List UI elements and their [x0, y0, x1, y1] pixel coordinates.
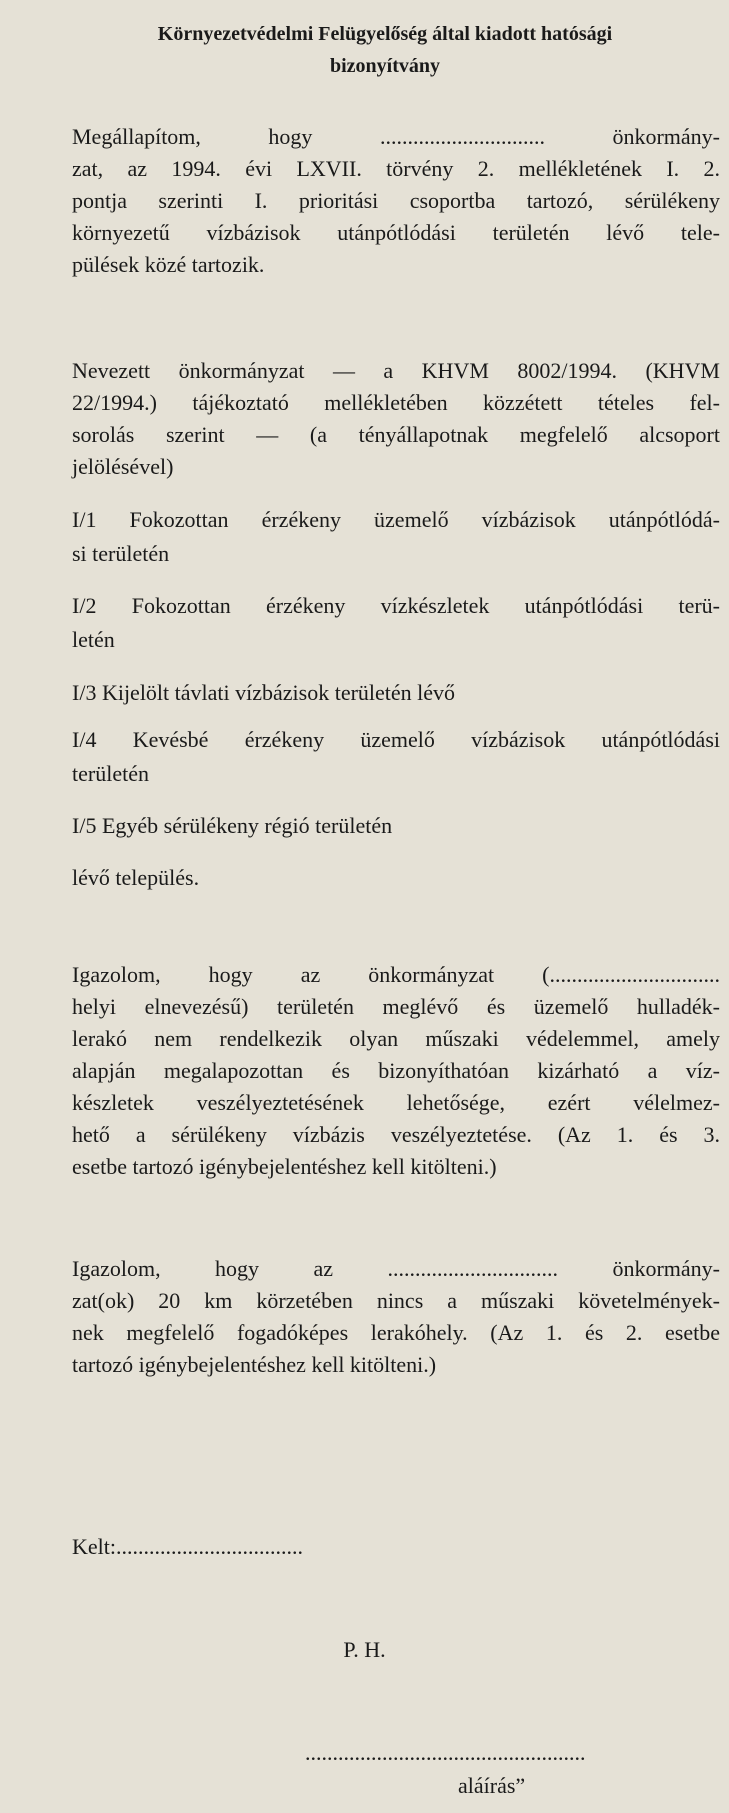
text-line: pülések közé tartozik. — [72, 252, 265, 277]
paragraph-landfill-certification — [72, 959, 720, 1183]
text-line: 22/1994.) tájékoztató mellékletében közzétett tételes fel- — [72, 390, 720, 415]
text-line: sorolás szerint — (a tényállapotnak megfelelő alcsoport — [72, 422, 720, 447]
text-line: esetbe tartozó igénybejelentéshez kell kitölteni.) — [72, 1154, 497, 1179]
paragraph-finding — [72, 121, 720, 281]
text-line: I/2 Fokozottan érzékeny vízkészletek utánpótlódási terü- — [72, 593, 720, 618]
text-line: letén — [72, 627, 115, 652]
title-line: bizonyítvány — [329, 55, 441, 77]
category-item-4 — [72, 723, 720, 791]
text-line: lévő település. — [72, 865, 200, 890]
stamp-placeholder: P. H. — [343, 1637, 386, 1662]
category-item-1 — [72, 503, 720, 571]
category-conclusion — [72, 861, 720, 895]
paragraph-reference — [72, 355, 720, 483]
title-line: Környezetvédelmi Felügyelőség által kiadott hatósági — [157, 23, 613, 45]
text-line: si területén — [72, 541, 170, 566]
text-line: Megállapítom, hogy .............................. önkormány- — [72, 124, 720, 149]
text-line: területén — [72, 761, 149, 786]
text-line: tartozó igénybejelentéshez kell kitölteni.) — [72, 1352, 437, 1377]
text-line: készletek veszélyeztetésének lehetősége, ezért vélelmez- — [72, 1090, 720, 1115]
text-line: helyi elnevezésű) területén meglévő és üzemelő hulladék- — [72, 994, 720, 1019]
text-line: pontja szerinti I. prioritási csoportba tartozó, sérülékeny — [72, 188, 720, 213]
signature-label: aláírás” — [458, 1773, 526, 1798]
text-line: zat(ok) 20 km körzetében nincs a műszaki követelmények- — [72, 1288, 720, 1313]
text-line: Nevezett önkormányzat — a KHVM 8002/1994. (KHVM — [72, 358, 720, 383]
category-item-3 — [72, 676, 720, 710]
text-line: hető a sérülékeny vízbázis veszélyeztetése. (Az 1. és 3. — [72, 1122, 720, 1147]
text-line: lerakó nem rendelkezik olyan műszaki védelemmel, amely — [72, 1026, 720, 1051]
text-line: I/4 Kevésbé érzékeny üzemelő vízbázisok utánpótlódási — [72, 727, 720, 752]
signature-line: ................................................... — [305, 1740, 586, 1765]
text-line: jelölésével) — [72, 454, 174, 479]
category-item-2 — [72, 589, 720, 657]
text-line: alapján megalapozottan és bizonyíthatóan kizárható a víz- — [72, 1058, 720, 1083]
text-line: I/5 Egyéb sérülékeny régió területén — [72, 813, 393, 838]
paragraph-no-landfill-certification — [72, 1253, 720, 1381]
category-item-5 — [72, 809, 720, 843]
text-line: I/3 Kijelölt távlati vízbázisok területén lévő — [72, 680, 456, 705]
text-line: I/1 Fokozottan érzékeny üzemelő vízbázisok utánpótlódá- — [72, 507, 720, 532]
text-line: nek megfelelő fogadóképes lerakóhely. (Az 1. és 2. esetbe — [72, 1320, 720, 1345]
document-title — [60, 18, 710, 82]
text-line: zat, az 1994. évi LXVII. törvény 2. mellékletének I. 2. — [72, 156, 720, 181]
text-line: Igazolom, hogy az ............................... önkormány- — [72, 1256, 720, 1281]
date-field: Kelt:.................................. — [72, 1534, 303, 1559]
text-line: környezetű vízbázisok utánpótlódási területén lévő tele- — [72, 220, 720, 245]
text-line: Igazolom, hogy az önkormányzat (............................... — [72, 962, 720, 987]
